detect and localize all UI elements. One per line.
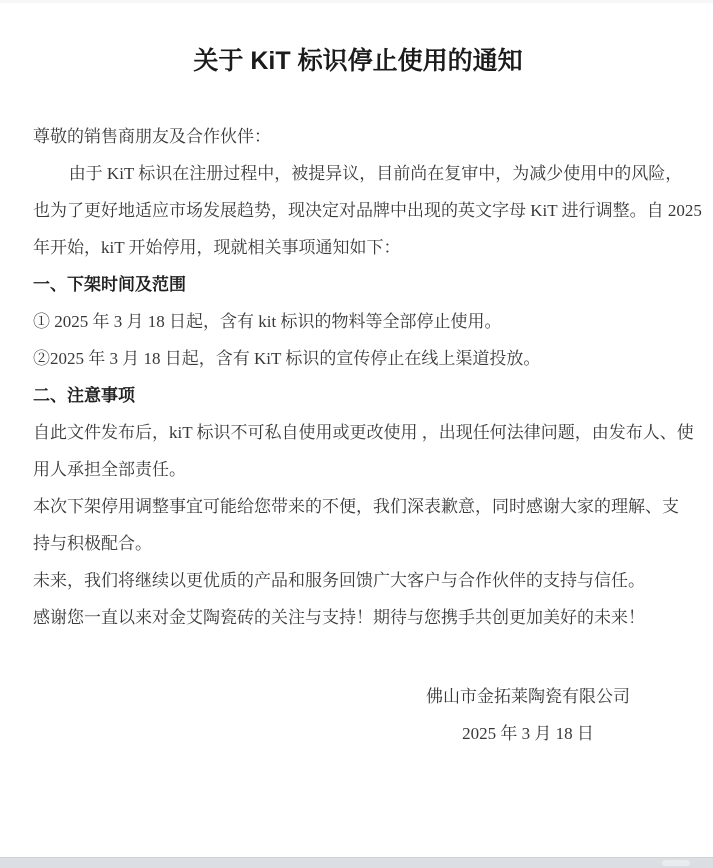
closing-line-2: 感谢您一直以来对金艾陶瓷砖的关注与支持！期待与您携手共创更加美好的未来！ — [33, 608, 645, 627]
horizontal-scrollbar[interactable] — [0, 857, 713, 868]
section2-line-4: 持与积极配合。 — [33, 534, 152, 553]
intro-line-3: 年开始，kiT 开始停用，现就相关事项通知如下： — [33, 238, 401, 257]
intro-line-1: 由于 KiT 标识在注册过程中，被提异议，目前尚在复审中，为减少使用中的风险， — [68, 164, 683, 183]
scrollbar-thumb[interactable] — [662, 860, 690, 866]
section1-heading: 一、下架时间及范围 — [33, 275, 186, 294]
section2-heading: 二、注意事项 — [33, 386, 135, 405]
section2-line-3: 本次下架停用调整事宜可能给您带来的不便，我们深表歉意，同时感谢大家的理解、支 — [33, 497, 679, 516]
window-top-edge — [0, 0, 713, 3]
signature-date: 2025 年 3 月 18 日 — [462, 724, 594, 743]
intro-line-2: 也为了更好地适应市场发展趋势，现决定对品牌中出现的英文字母 KiT 进行调整。自 2025 — [33, 201, 702, 220]
greeting: 尊敬的销售商朋友及合作伙伴： — [33, 127, 271, 146]
section2-line-2: 用人承担全部责任。 — [33, 460, 186, 479]
page-title: 关于 KiT 标识停止使用的通知 — [193, 47, 523, 75]
section1-item-2: ②2025 年 3 月 18 日起，含有 KiT 标识的宣传停止在线上渠道投放。 — [33, 349, 541, 368]
section2-line-1: 自此文件发布后，kiT 标识不可私自使用或更改使用 ，出现任何法律问题，由发布人、使 — [33, 423, 694, 442]
closing-line-1: 未来，我们将继续以更优质的产品和服务回馈广大客户与合作伙伴的支持与信任。 — [33, 571, 645, 590]
section1-item-1: ① 2025 年 3 月 18 日起，含有 kit 标识的物料等全部停止使用。 — [33, 312, 502, 331]
signature-block — [373, 678, 683, 752]
signature-company: 佛山市金拓莱陶瓷有限公司 — [426, 687, 630, 706]
